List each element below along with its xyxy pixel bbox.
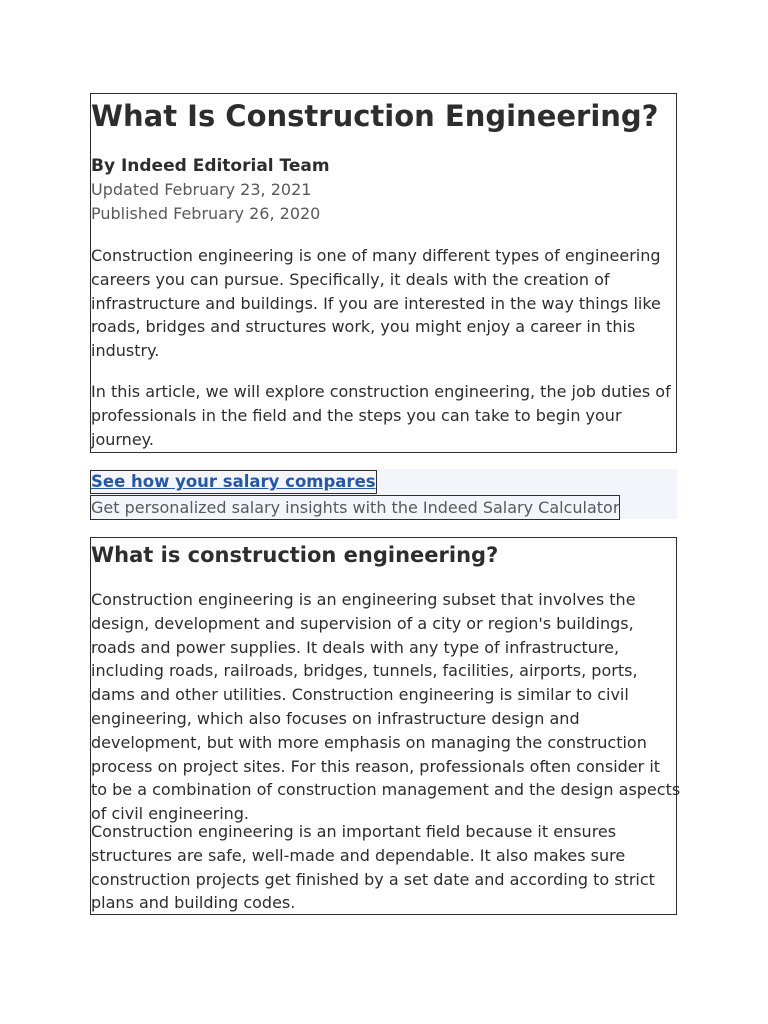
section-paragraph: Construction engineering is an engineering subset that involves the design, development and supervision of a city or region's buildings, roads and power supplies. It deals with any type of infrastructure, including roads, railroads, bridges, tunnels, facilities, airports, ports, dams and other utilities. Construction engineering is similar to civil engineering, which also focuses on infrastructure design and development, but with more emphasis on managing the construction process on project sites. For this reason, professionals often consider it to be a combination of construction management and the design aspects of civil engineering.: [91, 590, 681, 824]
salary-callout: [90, 469, 677, 519]
salary-compare-link[interactable]: See how your salary compares: [90, 470, 377, 494]
section-heading: What is construction engineering?: [91, 543, 499, 567]
page-title: What Is Construction Engineering?: [91, 99, 659, 133]
article-header-section: [90, 93, 677, 453]
published-date: Published February 26, 2020: [91, 204, 321, 223]
intro-paragraph: In this article, we will explore construction engineering, the job duties of professionals in the field and the steps you can take to begin your journey.: [91, 382, 671, 449]
intro-paragraph: Construction engineering is one of many different types of engineering careers you can pursue. Specifically, it deals with the creation of infrastructure and buildings. If you are interested in the way things like roads, bridges and structures work, you might enjoy a career in this industry.: [91, 246, 661, 361]
section-paragraph: Construction engineering is an important field because it ensures structures are safe, well-made and dependable. It also makes sure construction projects get finished by a set date and according to strict plans and building codes.: [91, 822, 655, 913]
updated-date: Updated February 23, 2021: [91, 180, 312, 199]
author-byline: By Indeed Editorial Team: [91, 156, 330, 176]
salary-callout-subtext: Get personalized salary insights with the Indeed Salary Calculator: [90, 495, 620, 520]
definition-section: [90, 537, 681, 915]
